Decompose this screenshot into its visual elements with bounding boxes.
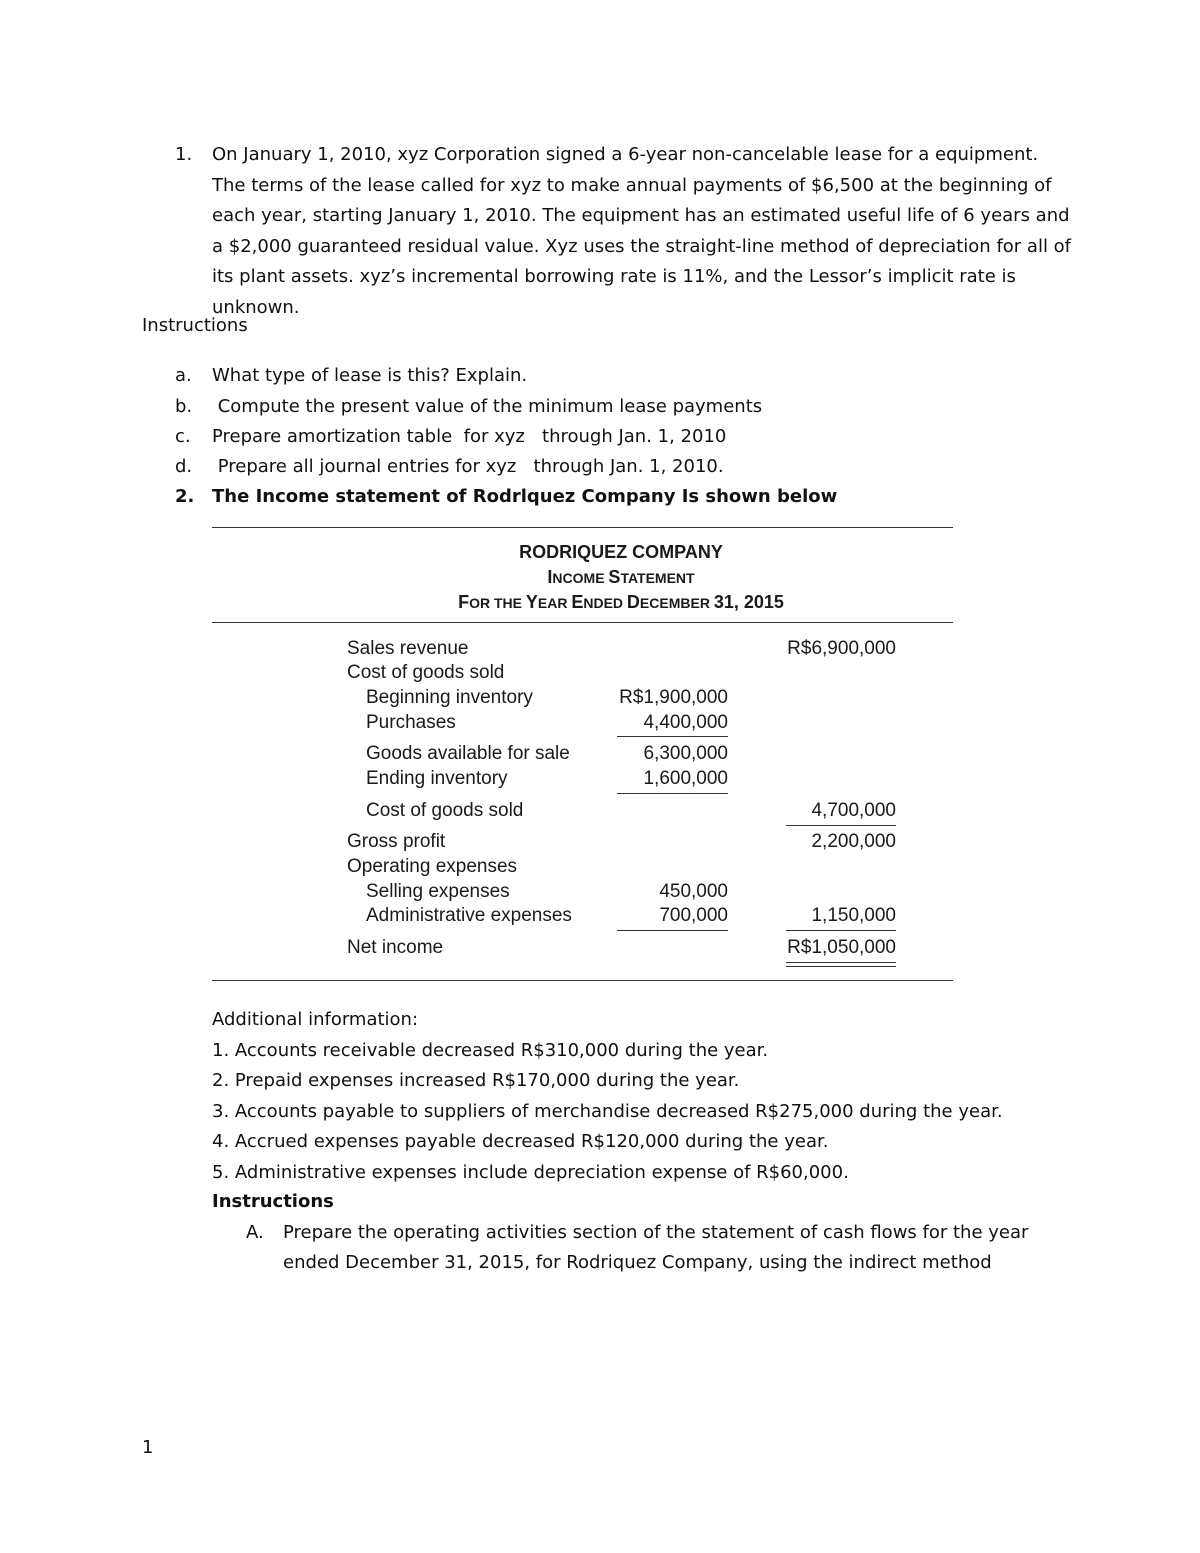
- label-cogs-heading: Cost of goods sold: [347, 662, 505, 683]
- additional-item-5: 5. Administrative expenses include depreciation expense of R$60,000.: [212, 1162, 849, 1183]
- statement-period: FOR THE YEAR ENDED DECEMBER 31, 2015: [458, 592, 784, 612]
- right-sales-revenue: R$6,900,000: [787, 638, 896, 659]
- mid-admin-expenses: 700,000: [659, 905, 728, 926]
- instruction-letter-c: c.: [175, 426, 191, 447]
- label-sales-revenue: Sales revenue: [347, 638, 469, 659]
- additional-item-3: 3. Accounts payable to suppliers of merchandise decreased R$275,000 during the year.: [212, 1101, 1003, 1122]
- statement-bottom-rule: [212, 980, 953, 981]
- right-admin-expenses: 1,150,000: [811, 905, 896, 926]
- label-beginning-inventory: Beginning inventory: [366, 687, 533, 708]
- label-net-income: Net income: [347, 937, 444, 958]
- instruction-b: Compute the present value of the minimum lease payments: [212, 396, 763, 417]
- instruction-a: What type of lease is this? Explain.: [212, 365, 528, 386]
- right-gross-profit: 2,200,000: [811, 831, 896, 852]
- instruction-letter-b: b.: [175, 396, 193, 417]
- underline-cost-of-goods-sold: [786, 825, 896, 826]
- label-purchases: Purchases: [366, 712, 456, 733]
- underline-total-opex: [786, 930, 896, 931]
- right-cost-of-goods-sold: 4,700,000: [811, 800, 896, 821]
- label-admin-expenses: Administrative expenses: [366, 905, 572, 926]
- mid-purchases: 4,400,000: [643, 712, 728, 733]
- mid-beginning-inventory: R$1,900,000: [619, 687, 728, 708]
- mid-ending-inventory: 1,600,000: [643, 768, 728, 789]
- company-name: RODRIQUEZ COMPANY: [519, 542, 723, 562]
- mid-selling-expenses: 450,000: [659, 881, 728, 902]
- right-net-income: R$1,050,000: [787, 937, 896, 958]
- instructions-heading: Instructions: [142, 315, 248, 336]
- instructions2-line1: Prepare the operating activities section of the statement of cash flows for the year: [283, 1222, 1029, 1243]
- label-gross-profit: Gross profit: [347, 831, 446, 852]
- instructions2-line2: ended December 31, 2015, for Rodriquez Company, using the indirect method: [283, 1252, 992, 1273]
- underline-purchases: [617, 736, 728, 737]
- instructions2-letter: A.: [246, 1222, 264, 1243]
- problem1-text: On January 1, 2010, xyz Corporation signed a 6-year non-cancelable lease for a equipment. The terms of the lease called for xyz to make annual payments of $6,500 at the beginning of each year, starting January 1, 2010. The equipment has an estimated useful life of 6 years and a $2,000 guaranteed residual value. Xyz uses the straight-line method of depreciation for all of its plant assets. xyz’s incremental borrowing rate is 11%, and the Lessor’s implicit rate is unknown.: [212, 144, 1072, 318]
- additional-item-2: 2. Prepaid expenses increased R$170,000 during the year.: [212, 1070, 740, 1091]
- label-opex-heading: Operating expenses: [347, 856, 518, 877]
- mid-goods-available: 6,300,000: [643, 743, 728, 764]
- instructions2-heading: Instructions: [212, 1191, 334, 1212]
- additional-item-1: 1. Accounts receivable decreased R$310,000 during the year.: [212, 1040, 769, 1061]
- label-goods-available: Goods available for sale: [366, 743, 570, 764]
- problem2-text: The Income statement of Rodrlquez Company Is shown below: [212, 486, 838, 507]
- label-ending-inventory: Ending inventory: [366, 768, 508, 789]
- statement-header-rule: [212, 622, 953, 623]
- double-underline-net-income-1: [786, 962, 896, 963]
- underline-ending-inventory: [617, 793, 728, 794]
- instruction-letter-a: a.: [175, 365, 192, 386]
- underline-admin-expenses: [617, 930, 728, 931]
- double-underline-net-income-2: [786, 966, 896, 967]
- problem2-number: 2.: [175, 486, 195, 507]
- page-number: 1: [142, 1437, 154, 1458]
- statement-title: INCOME STATEMENT: [547, 567, 695, 587]
- label-cost-of-goods-sold: Cost of goods sold: [366, 800, 524, 821]
- instruction-d: Prepare all journal entries for xyz through Jan. 1, 2010.: [212, 456, 724, 477]
- instruction-letter-d: d.: [175, 456, 193, 477]
- label-selling-expenses: Selling expenses: [366, 881, 510, 902]
- instruction-c: Prepare amortization table for xyz through Jan. 1, 2010: [212, 426, 727, 447]
- problem1-number: 1.: [175, 144, 193, 165]
- statement-top-rule: [212, 527, 953, 528]
- additional-heading: Additional information:: [212, 1009, 419, 1030]
- additional-item-4: 4. Accrued expenses payable decreased R$120,000 during the year.: [212, 1131, 829, 1152]
